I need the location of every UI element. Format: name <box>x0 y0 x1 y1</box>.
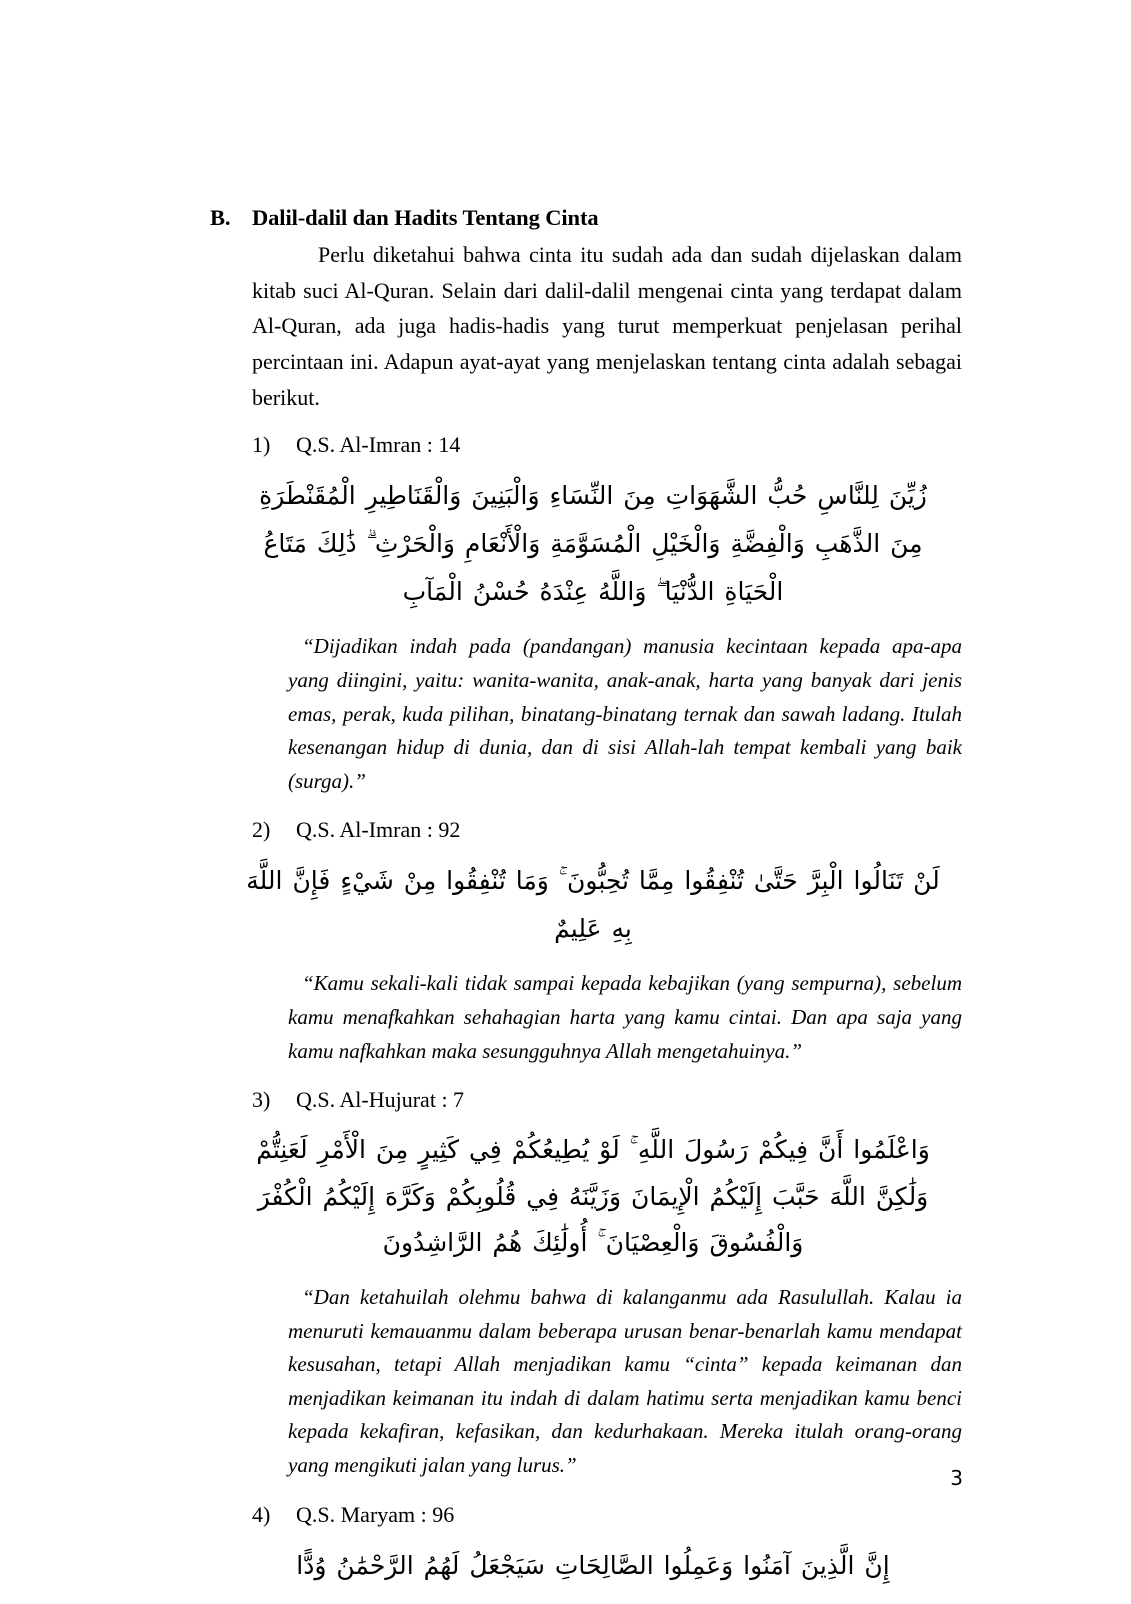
arabic-verse-1: زُيِّنَ لِلنَّاسِ حُبُّ الشَّهَوَاتِ مِنَ النِّسَاءِ وَالْبَنِينَ وَالْقَنَاطِيرِ الْمُقَنْطَرَةِ مِنَ الذَّهَبِ وَالْفِضَّةِ وَالْخَيْلِ الْمُسَوَّمَةِ وَالْأَنْعَامِ وَالْحَرْثِ ۗ ذَٰلِكَ مَتَاعُ الْحَيَاةِ الدُّنْيَا ۖ وَاللَّهُ عِنْدَهُ حُسْنُ الْمَآبِ <box>259 481 927 607</box>
arabic-verse-3: وَاعْلَمُوا أَنَّ فِيكُمْ رَسُولَ اللَّهِ ۚ لَوْ يُطِيعُكُمْ فِي كَثِيرٍ مِنَ الْأَمْرِ لَعَنِتُّمْ وَلَٰكِنَّ اللَّهَ حَبَّبَ إِلَيْكُمُ الْإِيمَانَ وَزَيَّنَهُ فِي قُلُوبِكُمْ وَكَرَّهَ إِلَيْكُمُ الْكُفْرَ وَالْفُسُوقَ وَالْعِصْيَانَ ۚ أُولَٰئِكَ هُمُ الرَّاشِدُونَ <box>256 1135 930 1258</box>
verse-label-2: Q.S. Al-Imran : 92 <box>296 817 461 843</box>
translation-1: “Dijadikan indah pada (pandangan) manusia kecintaan kepada apa-apa yang diingini, yaitu: wanita-wanita, anak-anak, harta yang banyak dari jenis emas, perak, kuda pilihan, binatang-binatang ternak dan sawah ladang. Itulah kesenangan hidup di dunia, dan di sisi Allah-lah tempat kembali yang baik (surga).” <box>288 634 962 793</box>
page-content <box>210 205 962 1604</box>
verse-number-2: 2) <box>252 817 271 843</box>
intro-paragraph: Perlu diketahui bahwa cinta itu sudah ada dan sudah dijelaskan dalam kitab suci Al-Quran. Selain dari dalil-dalil mengenai cinta yang terdapat dalam Al-Quran, ada juga hadis-hadis yang turut memperkuat penjelasan perihal percintaan ini. Adapun ayat-ayat yang menjelaskan tentang cinta adalah sebagai berikut. <box>252 242 962 410</box>
arabic-verse-4: إِنَّ الَّذِينَ آمَنُوا وَعَمِلُوا الصَّالِحَاتِ سَيَجْعَلُ لَهُمُ الرَّحْمَٰنُ وُدًّا <box>296 1550 890 1580</box>
verse-label-3: Q.S. Al-Hujurat : 7 <box>296 1087 465 1113</box>
section-letter: B. <box>210 205 231 230</box>
verse-reference-2 <box>210 812 962 847</box>
verse-reference-1 <box>210 427 962 462</box>
page-number: 3 <box>950 1466 963 1490</box>
arabic-verse-2: لَنْ تَنَالُوا الْبِرَّ حَتَّىٰ تُنْفِقُوا مِمَّا تُحِبُّونَ ۚ وَمَا تُنْفِقُوا مِنْ شَيْءٍ فَإِنَّ اللَّهَ بِهِ عَلِيمٌ <box>246 866 940 944</box>
verse-number-1: 1) <box>252 432 271 458</box>
verse-label-1: Q.S. Al-Imran : 14 <box>296 432 461 458</box>
verse-reference-3 <box>210 1082 962 1117</box>
section-heading <box>210 205 962 231</box>
verse-number-3: 3) <box>252 1087 271 1113</box>
translation-3: “Dan ketahuilah olehmu bahwa di kalanganmu ada Rasulullah. Kalau ia menuruti kemauanmu dalam beberapa urusan benar-benarlah kamu mendapat kesusahan, tetapi Allah menjadikan kamu “cinta” kepada keimanan dan menjadikan keimanan itu indah di dalam hatimu serta menjadikan kamu benci kepada kekafiran, kefasikan, dan kedurhakaan. Mereka itulah orang-orang yang mengikuti jalan yang lurus.” <box>288 1284 962 1477</box>
translation-2: “Kamu sekali-kali tidak sampai kepada kebajikan (yang sempurna), sebelum kamu menafkahkan sehahagian harta yang kamu cintai. Dan apa saja yang kamu nafkahkan maka sesungguhnya Allah mengetahuinya.” <box>288 971 962 1063</box>
verse-number-4: 4) <box>252 1501 271 1527</box>
verse-label-4: Q.S. Maryam : 96 <box>296 1501 455 1527</box>
verse-reference-4 <box>210 1497 962 1532</box>
section-title: Dalil-dalil dan Hadits Tentang Cinta <box>252 205 599 230</box>
